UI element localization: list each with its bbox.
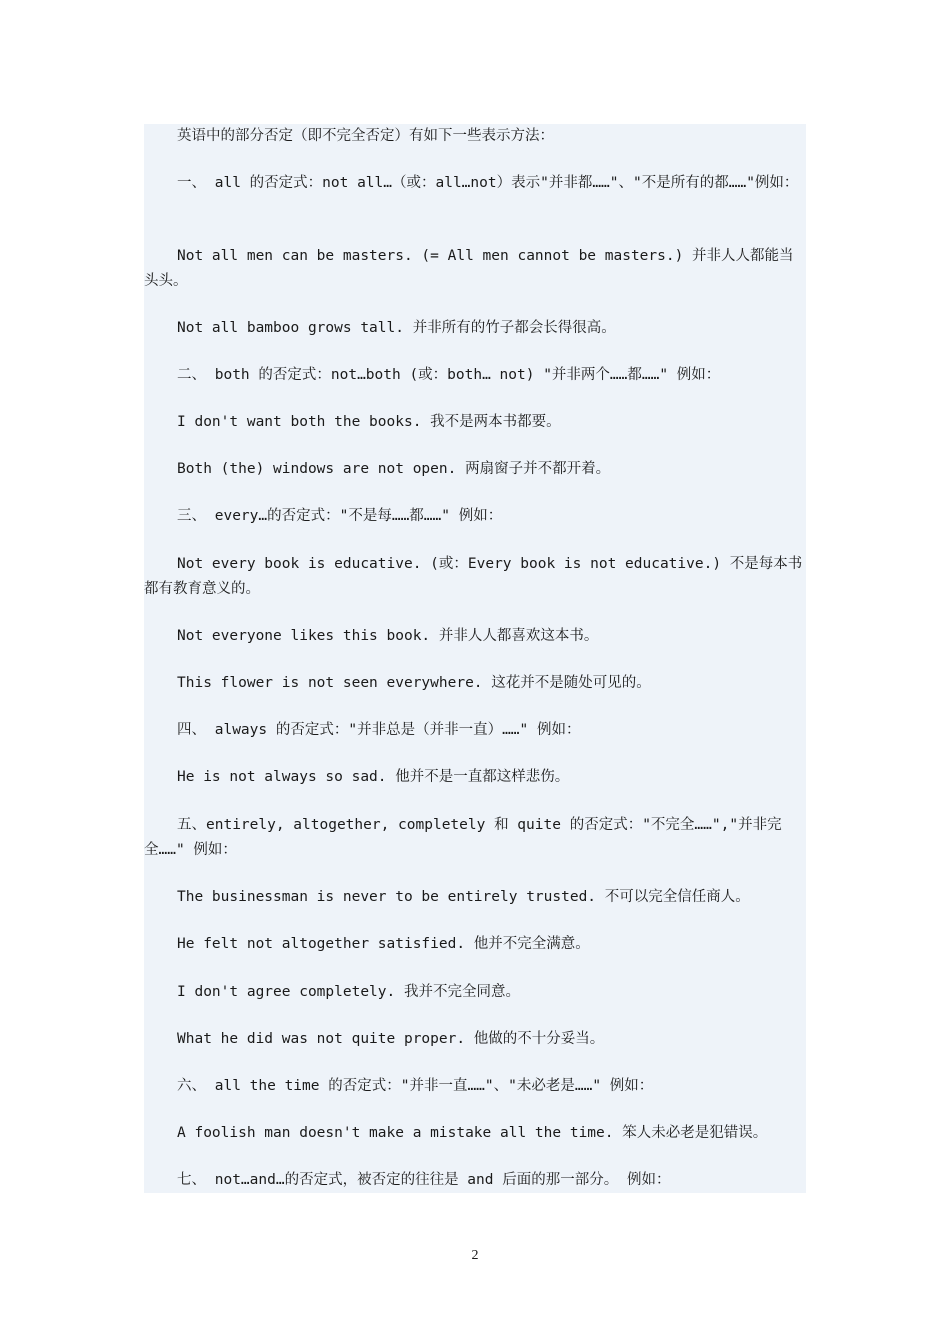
paragraph-intro: 英语中的部分否定（即不完全否定）有如下一些表示方法： <box>177 128 554 144</box>
page-number: 2 <box>471 1248 479 1263</box>
paragraph-section-4: 四、 always 的否定式："并非总是（并非一直）……" 例如： <box>177 722 581 738</box>
paragraph-example: Not everyone likes this book. 并非人人都喜欢这本书。 <box>177 628 599 644</box>
paragraph-example: He is not always so sad. 他并不是一直都这样悲伤。 <box>177 769 570 785</box>
paragraph-section-6: 六、 all the time 的否定式："并非一直……"、"未必老是……" 例如： <box>177 1078 654 1094</box>
paragraph-example: A foolish man doesn't make a mistake all the time. 笨人未必老是犯错误。 <box>177 1125 768 1141</box>
paragraph-section-1: 一、 all 的否定式：not all…（或：all…not）表示"并非都……"、"不是所有的都……"例如： <box>177 175 799 191</box>
document-body <box>144 124 806 1193</box>
paragraph-example: What he did was not quite proper. 他做的不十分妥当。 <box>177 1031 605 1047</box>
paragraph-example: This flower is not seen everywhere. 这花并不是随处可见的。 <box>177 675 651 691</box>
paragraph-example: Not all men can be masters. (= All men cannot be masters.) 并非人人都能当头头。 <box>144 248 794 289</box>
paragraph-example: I don't agree completely. 我并不完全同意。 <box>177 984 520 1000</box>
paragraph-example: Both (the) windows are not open. 两扇窗子并不都开着。 <box>177 461 611 477</box>
paragraph-section-7: 七、 not…and…的否定式，被否定的往往是 and 后面的那一部分。 例如： <box>177 1172 671 1188</box>
paragraph-section-2: 二、 both 的否定式：not…both (或：both… not) "并非两个……都……" 例如： <box>177 367 721 383</box>
paragraph-example: The businessman is never to be entirely trusted. 不可以完全信任商人。 <box>177 889 750 905</box>
paragraph-section-3: 三、 every…的否定式："不是每……都……" 例如： <box>177 508 503 524</box>
paragraph-example: I don't want both the books. 我不是两本书都要。 <box>177 414 561 430</box>
paragraph-example: He felt not altogether satisfied. 他并不完全满意。 <box>177 936 590 952</box>
paragraph-example: Not all bamboo grows tall. 并非所有的竹子都会长得很高。 <box>177 320 616 336</box>
paragraph-section-5: 五、entirely, altogether, completely 和 quite 的否定式："不完全……","并非完全……" 例如： <box>144 817 782 858</box>
paragraph-example: Not every book is educative. (或：Every book is not educative.) 不是每本书都有教育意义的。 <box>144 556 803 597</box>
